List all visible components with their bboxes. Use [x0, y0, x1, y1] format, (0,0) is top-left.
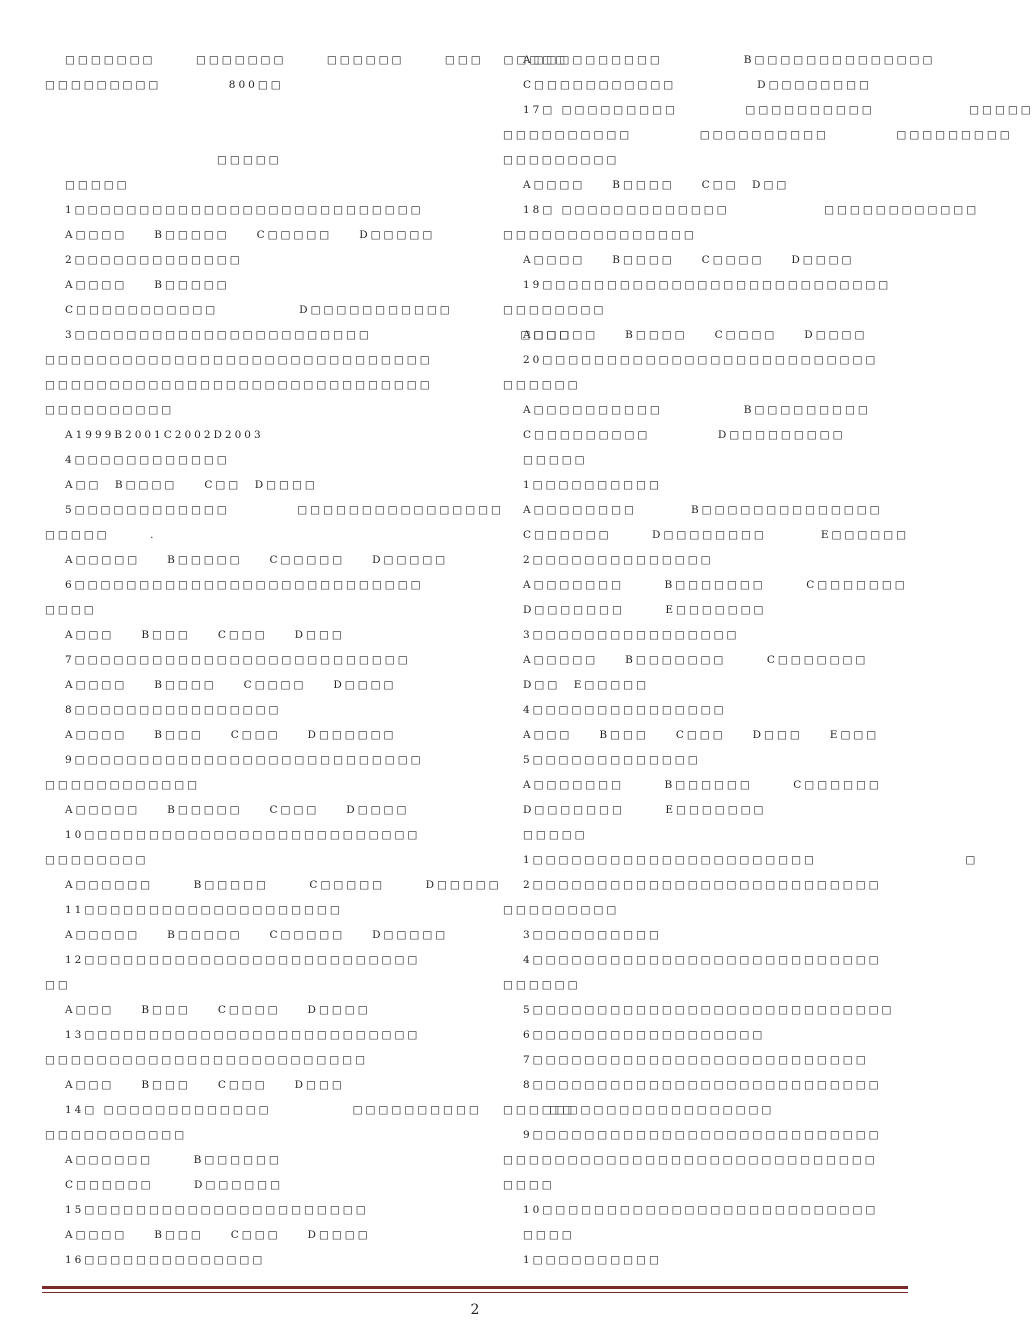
text-line: 2□□□□□□□□□□□□□□□□□□□□□□□□□□□	[523, 879, 882, 891]
text-line: □□□□□□□□□□□□□□□□□□□□□	[503, 1104, 775, 1116]
text-line: A□□ B□□□□ C□□ D□□□□	[65, 479, 318, 491]
text-line: 15□□□□□□□□□□□□□□□□□□□□□□	[65, 1204, 369, 1216]
text-line: □□□□□□□□□	[503, 154, 620, 166]
text-line: □□□□□□	[503, 979, 581, 991]
text-line: 10□□□□□□□□□□□□□□□□□□□□□□□□□□	[65, 829, 421, 841]
text-line: 1□□□□□□□□□□	[523, 1254, 662, 1266]
text-line: A□□□□□ B□□□□ C□□□□ D□□□□	[523, 329, 868, 341]
text-line: □□□□□□□□□□ □□□□□□□□□□ □□□□□□□□□	[503, 129, 1013, 141]
text-line: A□□□□□□ B□□□□□□	[65, 1154, 282, 1166]
text-line: A□□□□ B□□□□□	[65, 279, 230, 291]
text-line: 12□□□□□□□□□□□□□□□□□□□□□□□□□□	[65, 954, 421, 966]
text-line: 9□□□□□□□□□□□□□□□□□□□□□□□□□□□	[523, 1129, 882, 1141]
text-line: 8□□□□□□□□□□□□□□□□□□□□□□□□□□□	[523, 1079, 882, 1091]
text-line: A□□□□ B□□□□ C□□□□ D□□□□	[523, 254, 855, 266]
text-line: D□□ E□□□□□	[523, 679, 650, 691]
text-line: 20□□□□□□□□□□□□□□□□□□□□□□□□□□	[523, 354, 879, 366]
text-line: A□□□□□□□□ B□□□□□□□□□□□□□□	[523, 504, 883, 516]
text-line: 3□□□□□□□□□□□□□□□□	[523, 629, 740, 641]
text-line: □□□□	[523, 1229, 575, 1241]
text-line: 18□ □□□□□□□□□□□□□ □□□□□□□□□□□□	[523, 204, 980, 216]
text-line: A□□□ B□□□ C□□□□ D□□□□	[65, 1004, 371, 1016]
text-line: □□	[45, 979, 71, 991]
page-number: 2	[470, 1302, 480, 1318]
text-line: □□□□□□□□□□□□□□□□□□□□□□□□□	[45, 1054, 369, 1066]
text-line: C□□□□□□□□□□□ D□□□□□□□□	[523, 79, 872, 91]
text-line: 2□□□□□□□□□□□□□	[65, 254, 243, 266]
text-line: □□□□□□	[503, 379, 581, 391]
text-line: A□□□□ B□□□ C□□□ D□□□□□□	[65, 729, 397, 741]
text-line: 3□□□□□□□□□□	[523, 929, 662, 941]
text-line: □□□□	[45, 604, 97, 616]
text-line: □□□□□□□□□□□□□□□□□□□□□□□□□□□□□□	[45, 379, 433, 391]
text-line: □□□□□□□□□□□□□□□□□□□□□□□□□□□□□	[503, 1154, 878, 1166]
text-line: □□□□□	[523, 829, 588, 841]
text-line: A□□□□ B□□□□□ C□□□□□ D□□□□□	[65, 229, 436, 241]
text-line: 1□□□□□□□□□□□□□□□□□□□□□□ □	[523, 854, 979, 866]
text-line: 5□□□□□□□□□□□□□□□□□□□□□□□□□□□□	[523, 1004, 895, 1016]
text-line: 14□ □□□□□□□□□□□□□ □□□□□□□□□□ □□	[65, 1104, 576, 1116]
text-line: A□□□□ B□□□□ C□□ D□□	[523, 179, 790, 191]
text-line: □□□□□□□□	[503, 304, 607, 316]
text-line: □□□□□□□□□□□	[45, 1129, 188, 1141]
text-line: 19□□□□□□□□□□□□□□□□□□□□□□□□□□□	[523, 279, 892, 291]
text-line: 17□ □□□□□□□□□ □□□□□□□□□□ □□□□□	[523, 104, 1034, 116]
text-line: □□□□□	[523, 454, 588, 466]
footer-rule-thin	[42, 1292, 908, 1293]
text-line: A□□□□ B□□□□ C□□□□ D□□□□	[65, 679, 397, 691]
text-line: A□□□ B□□□ C□□□ D□□□	[65, 1079, 345, 1091]
text-line: 4□□□□□□□□□□□□□□□□□□□□□□□□□□□	[523, 954, 882, 966]
text-line: A□□□ B□□□ C□□□ D□□□	[65, 629, 345, 641]
text-line: A□□□□□ B□□□□□ C□□□□□ D□□□□□	[65, 554, 449, 566]
text-line: □□□□□□□□□ 800□□	[45, 79, 284, 91]
text-line: 1□□□□□□□□□□□□□□□□□□□□□□□□□□□	[65, 204, 424, 216]
text-line: 1□□□□□□□□□□	[523, 479, 662, 491]
text-line: 10□□□□□□□□□□□□□□□□□□□□□□□□□□	[523, 1204, 879, 1216]
text-line: A□□□□□□□ B□□□□□□□ C□□□□□□□	[523, 579, 908, 591]
text-line: □□□□□□□ □□□□□□□ □□□□□□ □□□ □□□□□	[65, 54, 569, 66]
text-line: □□□□□□□□	[45, 854, 149, 866]
text-line: A□□□ B□□□ C□□□ D□□□ E□□□	[523, 729, 880, 741]
text-line: 6□□□□□□□□□□□□□□□□□□□□□□□□□□□	[65, 579, 424, 591]
text-line: A1999B2001C2002D2003	[65, 429, 264, 441]
text-line: □□□□□	[217, 154, 282, 166]
text-line: A□□□□□ B□□□□□ C□□□□□ D□□□□□	[65, 929, 449, 941]
text-line: A□□□□□ B□□□□□ C□□□ D□□□□	[65, 804, 410, 816]
text-line: 16□□□□□□□□□□□□□□	[65, 1254, 266, 1266]
text-line: A□□□□ B□□□ C□□□ D□□□□	[65, 1229, 371, 1241]
text-line: A□□□□□□□□□□ B□□□□□□□□□□□□□□	[523, 54, 936, 66]
footer-rule	[42, 1286, 908, 1289]
text-line: D□□□□□□□ E□□□□□□□	[523, 604, 767, 616]
text-line: 6□□□□□□□□□□□□□□□□□□	[523, 1029, 766, 1041]
text-line: A□□□□□□ B□□□□□ C□□□□□ D□□□□□	[65, 879, 502, 891]
text-line: 11□□□□□□□□□□□□□□□□□□□□	[65, 904, 343, 916]
text-line: 13□□□□□□□□□□□□□□□□□□□□□□□□□□	[65, 1029, 421, 1041]
text-line: 8□□□□□□□□□□□□□□□□	[65, 704, 282, 716]
text-line: D□□□□□□□ E□□□□□□□	[523, 804, 767, 816]
text-line: 7□□□□□□□□□□□□□□□□□□□□□□□□□□	[65, 654, 411, 666]
text-line: 9□□□□□□□□□□□□□□□□□□□□□□□□□□□	[65, 754, 424, 766]
text-line: □□□□□□□□□□□□□□□□□□□□□□□□□□□□□□	[45, 354, 433, 366]
text-line: 3□□□□□□□□□□□□□□□□□□□□□□□ □□□□	[65, 329, 573, 341]
text-line: C□□□□□□ D□□□□□□□□ E□□□□□□	[523, 529, 910, 541]
text-line: C□□□□□□□□□ D□□□□□□□□□	[523, 429, 846, 441]
text-line: □□□□□□□□□	[503, 904, 620, 916]
text-line: C□□□□□□□□□□□ D□□□□□□□□□□□	[65, 304, 453, 316]
text-line: □□□□□	[65, 179, 130, 191]
text-line: A□□□□□ B□□□□□□□ C□□□□□□□	[523, 654, 869, 666]
text-line: C□□□□□□ D□□□□□□	[65, 1179, 284, 1191]
text-line: □□□□	[503, 1179, 555, 1191]
text-line: □□□□□□□□□□□□□□□	[503, 229, 697, 241]
text-line: □□□□□□□□□□	[45, 404, 175, 416]
text-line: 4□□□□□□□□□□□□	[65, 454, 230, 466]
text-line: □□□□□□□□□□□□	[45, 779, 201, 791]
text-line: A□□□□□□□ B□□□□□□ C□□□□□□	[523, 779, 882, 791]
text-line: 2□□□□□□□□□□□□□□	[523, 554, 714, 566]
text-line: 7□□□□□□□□□□□□□□□□□□□□□□□□□□	[523, 1054, 869, 1066]
text-line: 5□□□□□□□□□□□□ □□□□□□□□□□□□□□□□	[65, 504, 504, 516]
text-line: A□□□□□□□□□□ B□□□□□□□□□	[523, 404, 871, 416]
text-line: □□□□□ .	[45, 529, 157, 541]
text-line: 4□□□□□□□□□□□□□□□	[523, 704, 727, 716]
text-line: 5□□□□□□□□□□□□□	[523, 754, 701, 766]
